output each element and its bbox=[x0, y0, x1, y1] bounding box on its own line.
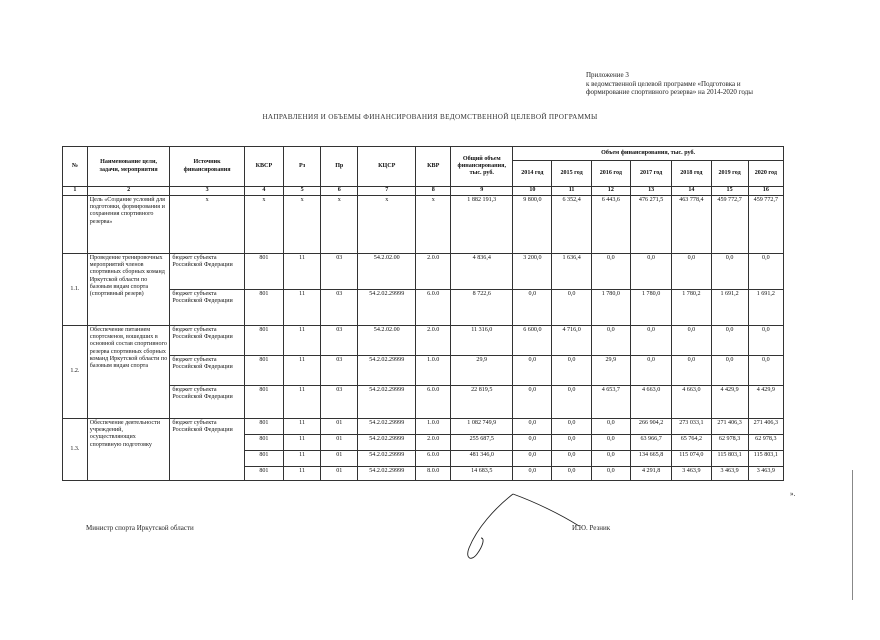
table-row bbox=[63, 254, 784, 290]
section-number: 1.3. bbox=[63, 419, 88, 481]
goal-name: Цель «Создание условий для подготовки, формирования и сохранения спортивного резерва» bbox=[87, 196, 170, 254]
row-year-value: 271 406,3 bbox=[711, 419, 748, 435]
header-total: Общий объем финансирования, тыс. руб. bbox=[451, 147, 513, 187]
row-year-value: 271 406,3 bbox=[748, 419, 783, 435]
row-year-value: 4 653,7 bbox=[591, 386, 630, 419]
goal-kvsr: х bbox=[244, 196, 283, 254]
row-kvr: 1.0.0 bbox=[416, 419, 451, 435]
row-total: 14 683,5 bbox=[451, 467, 513, 481]
table-row-goal bbox=[63, 196, 784, 254]
row-total: 4 836,4 bbox=[451, 254, 513, 290]
header-name: Наименование цели, задачи, мероприятия bbox=[87, 147, 170, 187]
row-year-value: 4 429,9 bbox=[711, 386, 748, 419]
row-kvsr: 801 bbox=[244, 326, 283, 356]
goal-source: х bbox=[170, 196, 244, 254]
row-rz: 11 bbox=[284, 451, 321, 467]
minister-title: Министр спорта Иркутской области bbox=[86, 524, 194, 532]
row-year-value: 1 780,2 bbox=[672, 290, 711, 326]
row-year-value: 134 665,8 bbox=[630, 451, 671, 467]
row-year-value: 115 803,1 bbox=[748, 451, 783, 467]
row-year-value: 115 074,0 bbox=[672, 451, 711, 467]
annex-line-3: формирование спортивного резерва» на 2014-2020 годы bbox=[586, 88, 753, 96]
margin-line bbox=[852, 470, 853, 600]
row-source: бюджет субъекта Российской Федерации bbox=[170, 356, 244, 386]
row-year-value: 0,0 bbox=[513, 451, 552, 467]
row-year-value: 1 691,2 bbox=[748, 290, 783, 326]
column-number: 13 bbox=[630, 187, 671, 196]
column-number: 4 bbox=[244, 187, 283, 196]
goal-year-value: 476 271,5 bbox=[630, 196, 671, 254]
column-number: 3 bbox=[170, 187, 244, 196]
header-year: 2014 год bbox=[513, 161, 552, 187]
row-source: бюджет субъекта Российской Федерации bbox=[170, 326, 244, 356]
column-number: 6 bbox=[321, 187, 358, 196]
header-kvr: КВР bbox=[416, 147, 451, 187]
column-number: 12 bbox=[591, 187, 630, 196]
row-pr: 03 bbox=[321, 290, 358, 326]
signatory-name: И.Ю. Резник bbox=[572, 524, 611, 532]
table-row bbox=[63, 326, 784, 356]
row-pr: 01 bbox=[321, 451, 358, 467]
row-year-value: 266 904,2 bbox=[630, 419, 671, 435]
goal-year-value: 459 772,7 bbox=[711, 196, 748, 254]
row-kvr: 2.0.0 bbox=[416, 326, 451, 356]
goal-ksr: х bbox=[358, 196, 416, 254]
row-ksr: 54.2.02.29999 bbox=[358, 435, 416, 451]
row-year-value: 0,0 bbox=[513, 386, 552, 419]
header-kvsr: КВСР bbox=[244, 147, 283, 187]
row-year-value: 1 691,2 bbox=[711, 290, 748, 326]
row-year-value: 0,0 bbox=[748, 326, 783, 356]
goal-year-value: 9 800,0 bbox=[513, 196, 552, 254]
row-kvr: 6.0.0 bbox=[416, 290, 451, 326]
table-row bbox=[63, 290, 784, 326]
row-ksr: 54.2.02.29999 bbox=[358, 451, 416, 467]
row-year-value: 3 463,9 bbox=[711, 467, 748, 481]
row-year-value: 0,0 bbox=[552, 419, 591, 435]
row-year-value: 0,0 bbox=[711, 254, 748, 290]
row-year-value: 0,0 bbox=[591, 254, 630, 290]
column-number: 11 bbox=[552, 187, 591, 196]
goal-pr: х bbox=[321, 196, 358, 254]
row-pr: 03 bbox=[321, 356, 358, 386]
row-rz: 11 bbox=[284, 356, 321, 386]
row-year-value: 65 764,2 bbox=[672, 435, 711, 451]
header-year: 2018 год bbox=[672, 161, 711, 187]
financing-table bbox=[62, 146, 784, 481]
signature-graphic bbox=[455, 488, 585, 568]
row-year-value: 0,0 bbox=[552, 290, 591, 326]
section-name: Обеспечение деятельности учреждений, осуществляющих спортивную подготовку bbox=[87, 419, 170, 481]
row-ksr: 54.2.02.29999 bbox=[358, 419, 416, 435]
row-rz: 11 bbox=[284, 290, 321, 326]
row-year-value: 4 291,8 bbox=[630, 467, 671, 481]
section-name: Проведение тренировочных мероприятий членов спортивных сборных команд Иркутской области по базовым видам спорта (спортивный резерв) bbox=[87, 254, 170, 326]
row-year-value: 115 803,1 bbox=[711, 451, 748, 467]
row-year-value: 0,0 bbox=[552, 356, 591, 386]
closing-quote-mark: ». bbox=[790, 490, 796, 498]
row-year-value: 0,0 bbox=[552, 451, 591, 467]
row-year-value: 0,0 bbox=[513, 467, 552, 481]
section-source: бюджет субъекта Российской Федерации bbox=[170, 419, 244, 481]
row-year-value: 0,0 bbox=[513, 290, 552, 326]
row-pr: 03 bbox=[321, 254, 358, 290]
row-kvsr: 801 bbox=[244, 451, 283, 467]
table-row bbox=[63, 356, 784, 386]
row-year-value: 0,0 bbox=[552, 386, 591, 419]
row-pr: 01 bbox=[321, 467, 358, 481]
row-year-value: 3 463,9 bbox=[748, 467, 783, 481]
row-year-value: 0,0 bbox=[591, 326, 630, 356]
header-year: 2016 год bbox=[591, 161, 630, 187]
row-kvsr: 801 bbox=[244, 254, 283, 290]
row-year-value: 4 663,0 bbox=[672, 386, 711, 419]
row-ksr: 54.2.02.29999 bbox=[358, 356, 416, 386]
row-source: бюджет субъекта Российской Федерации bbox=[170, 254, 244, 290]
annex-line-2: к ведомственной целевой программе «Подготовка и bbox=[586, 79, 741, 88]
row-year-value: 29,9 bbox=[591, 356, 630, 386]
row-kvr: 2.0.0 bbox=[416, 435, 451, 451]
goal-year-value: 6 443,6 bbox=[591, 196, 630, 254]
header-ksr: КЦСР bbox=[358, 147, 416, 187]
row-kvr: 6.0.0 bbox=[416, 451, 451, 467]
row-rz: 11 bbox=[284, 254, 321, 290]
row-year-value: 62 978,3 bbox=[748, 435, 783, 451]
row-year-value: 3 463,9 bbox=[672, 467, 711, 481]
row-ksr: 54.2.02.29999 bbox=[358, 290, 416, 326]
goal-total: 1 882 191,3 bbox=[451, 196, 513, 254]
row-pr: 03 bbox=[321, 386, 358, 419]
row-year-value: 0,0 bbox=[672, 326, 711, 356]
row-year-value: 1 780,0 bbox=[591, 290, 630, 326]
column-number-row bbox=[63, 187, 784, 196]
row-rz: 11 bbox=[284, 435, 321, 451]
row-ksr: 54.2.02.29999 bbox=[358, 467, 416, 481]
header-source: Источник финансирования bbox=[170, 147, 244, 187]
row-year-value: 0,0 bbox=[552, 435, 591, 451]
row-total: 8 722,6 bbox=[451, 290, 513, 326]
section-name: Обеспечение питанием спортсменов, вошедших в основной состав спортивного резерва спортивных сборных команд Иркутской области по базовым видам спорта bbox=[87, 326, 170, 419]
row-pr: 01 bbox=[321, 419, 358, 435]
row-year-value: 1 780,0 bbox=[630, 290, 671, 326]
row-year-value: 0,0 bbox=[591, 451, 630, 467]
section-number: 1.1. bbox=[63, 254, 88, 326]
annex-header bbox=[586, 71, 846, 97]
goal-rz: х bbox=[284, 196, 321, 254]
row-number bbox=[63, 196, 88, 254]
column-number: 16 bbox=[748, 187, 783, 196]
column-number: 14 bbox=[672, 187, 711, 196]
row-year-value: 0,0 bbox=[748, 356, 783, 386]
row-source: бюджет субъекта Российской Федерации bbox=[170, 386, 244, 419]
header-rz: Рз bbox=[284, 147, 321, 187]
column-number: 9 bbox=[451, 187, 513, 196]
row-year-value: 0,0 bbox=[748, 254, 783, 290]
row-rz: 11 bbox=[284, 386, 321, 419]
row-kvsr: 801 bbox=[244, 356, 283, 386]
column-number: 1 bbox=[63, 187, 88, 196]
header-year: 2017 год bbox=[630, 161, 671, 187]
header-pr: Пр bbox=[321, 147, 358, 187]
row-kvsr: 801 bbox=[244, 290, 283, 326]
section-number: 1.2. bbox=[63, 326, 88, 419]
column-number: 8 bbox=[416, 187, 451, 196]
row-year-value: 0,0 bbox=[630, 356, 671, 386]
row-year-value: 0,0 bbox=[630, 254, 671, 290]
header-volume: Объем финансирования, тыс. руб. bbox=[513, 147, 784, 161]
header-year: 2019 год bbox=[711, 161, 748, 187]
table-row bbox=[63, 419, 784, 435]
column-number: 5 bbox=[284, 187, 321, 196]
row-kvr: 1.0.0 bbox=[416, 356, 451, 386]
row-kvsr: 801 bbox=[244, 435, 283, 451]
row-kvr: 2.0.0 bbox=[416, 254, 451, 290]
row-year-value: 1 636,4 bbox=[552, 254, 591, 290]
row-year-value: 63 966,7 bbox=[630, 435, 671, 451]
row-total: 481 346,0 bbox=[451, 451, 513, 467]
row-year-value: 0,0 bbox=[552, 467, 591, 481]
column-number: 7 bbox=[358, 187, 416, 196]
row-rz: 11 bbox=[284, 326, 321, 356]
header-no: № bbox=[63, 147, 88, 187]
annex-line-1: Приложение 3 bbox=[586, 71, 629, 79]
row-total: 255 687,5 bbox=[451, 435, 513, 451]
row-kvsr: 801 bbox=[244, 419, 283, 435]
row-rz: 11 bbox=[284, 419, 321, 435]
row-total: 22 819,5 bbox=[451, 386, 513, 419]
row-year-value: 0,0 bbox=[591, 467, 630, 481]
row-year-value: 0,0 bbox=[711, 326, 748, 356]
row-year-value: 4 429,9 bbox=[748, 386, 783, 419]
row-kvsr: 801 bbox=[244, 467, 283, 481]
row-kvr: 8.0.0 bbox=[416, 467, 451, 481]
header-year: 2015 год bbox=[552, 161, 591, 187]
table-row bbox=[63, 386, 784, 419]
row-year-value: 6 600,0 bbox=[513, 326, 552, 356]
row-pr: 03 bbox=[321, 326, 358, 356]
row-year-value: 273 033,1 bbox=[672, 419, 711, 435]
row-total: 29,9 bbox=[451, 356, 513, 386]
column-number: 10 bbox=[513, 187, 552, 196]
row-year-value: 0,0 bbox=[591, 419, 630, 435]
row-year-value: 0,0 bbox=[630, 326, 671, 356]
row-source: бюджет субъекта Российской Федерации bbox=[170, 290, 244, 326]
row-total: 1 082 749,9 bbox=[451, 419, 513, 435]
header-year: 2020 год bbox=[748, 161, 783, 187]
row-ksr: 54.2.02.00 bbox=[358, 326, 416, 356]
row-year-value: 0,0 bbox=[513, 356, 552, 386]
row-rz: 11 bbox=[284, 467, 321, 481]
row-year-value: 0,0 bbox=[672, 254, 711, 290]
goal-year-value: 6 352,4 bbox=[552, 196, 591, 254]
row-year-value: 0,0 bbox=[513, 435, 552, 451]
document-title: НАПРАВЛЕНИЯ И ОБЪЕМЫ ФИНАНСИРОВАНИЯ ВЕДОМСТВЕННОЙ ЦЕЛЕВОЙ ПРОГРАММЫ bbox=[262, 113, 598, 121]
row-kvsr: 801 bbox=[244, 386, 283, 419]
row-pr: 01 bbox=[321, 435, 358, 451]
row-year-value: 0,0 bbox=[672, 356, 711, 386]
row-ksr: 54.2.02.29999 bbox=[358, 386, 416, 419]
goal-year-value: 463 778,4 bbox=[672, 196, 711, 254]
row-year-value: 0,0 bbox=[711, 356, 748, 386]
row-year-value: 3 200,0 bbox=[513, 254, 552, 290]
goal-kvr: х bbox=[416, 196, 451, 254]
row-year-value: 0,0 bbox=[513, 419, 552, 435]
goal-year-value: 459 772,7 bbox=[748, 196, 783, 254]
row-year-value: 4 663,0 bbox=[630, 386, 671, 419]
row-year-value: 62 978,3 bbox=[711, 435, 748, 451]
row-ksr: 54.2.02.00 bbox=[358, 254, 416, 290]
column-number: 2 bbox=[87, 187, 170, 196]
row-year-value: 4 716,0 bbox=[552, 326, 591, 356]
row-year-value: 0,0 bbox=[591, 435, 630, 451]
column-number: 15 bbox=[711, 187, 748, 196]
row-kvr: 6.0.0 bbox=[416, 386, 451, 419]
row-total: 11 316,0 bbox=[451, 326, 513, 356]
